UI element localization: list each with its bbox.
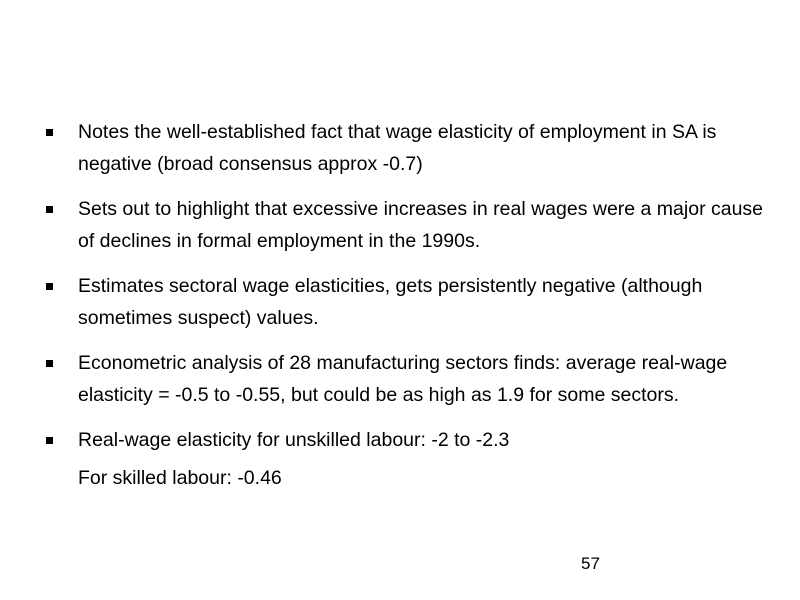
square-bullet-icon [46, 360, 53, 367]
continuation-line [46, 462, 766, 494]
bullet-text: Sets out to highlight that excessive increases in real wages were a major cause of declines in formal employment in the 1990s. [78, 198, 764, 252]
bullet-text: Notes the well-established fact that wage elasticity of employment in SA is negative (broad consensus approx -0.7) [78, 121, 717, 175]
bullet-item-1 [46, 116, 766, 180]
bullet-text: Econometric analysis of 28 manufacturing sectors finds: average real-wage elasticity = -0.5 to -0.55, but could be as high as 1.9 for some sectors. [78, 352, 728, 406]
bullet-list [46, 116, 766, 507]
page-number: 57 [581, 554, 600, 573]
bullet-item-4 [46, 347, 766, 411]
bullet-item-5 [46, 424, 766, 456]
square-bullet-icon [46, 129, 53, 136]
bullet-text: Estimates sectoral wage elasticities, gets persistently negative (although sometimes suspect) values. [78, 275, 703, 329]
square-bullet-icon [46, 206, 53, 213]
continuation-text: For skilled labour: -0.46 [78, 467, 282, 489]
square-bullet-icon [46, 437, 53, 444]
bullet-item-3 [46, 270, 766, 334]
square-bullet-icon [46, 283, 53, 290]
bullet-text: Real-wage elasticity for unskilled labour: -2 to -2.3 [78, 429, 510, 451]
bullet-item-2 [46, 193, 766, 257]
